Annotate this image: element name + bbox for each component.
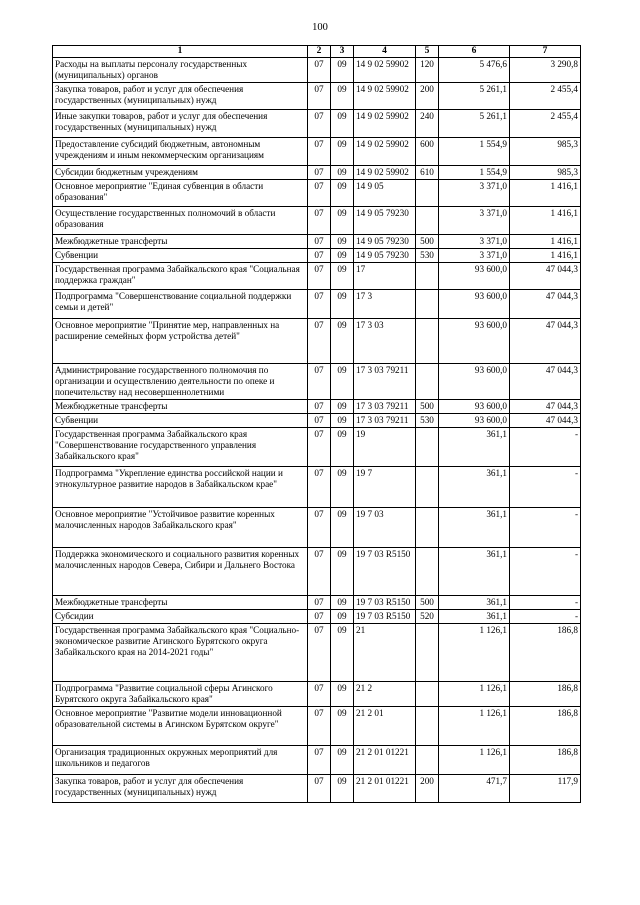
row-c2-cell: 07 [308, 624, 331, 682]
row-name-cell: Основное мероприятие "Устойчивое развитие коренных малочисленных народов Забайкальского края" [53, 508, 308, 548]
row-c2-cell: 07 [308, 467, 331, 508]
row-c7-cell: 3 290,8 [510, 58, 581, 83]
row-c3-cell: 09 [331, 110, 354, 138]
row-c2-cell: 07 [308, 707, 331, 746]
row-c2-cell: 07 [308, 364, 331, 400]
row-c7-cell: - [510, 548, 581, 596]
row-c6-cell: 1 126,1 [439, 707, 510, 746]
table-row [53, 624, 581, 682]
row-c7-cell: 2 455,4 [510, 83, 581, 110]
row-name-cell: Государственная программа Забайкальского края "Совершенствование государственного управления Забайкальского края" [53, 428, 308, 467]
table-row [53, 290, 581, 319]
row-c6-cell: 5 476,6 [439, 58, 510, 83]
row-name-cell: Осуществление государственных полномочий в области образования [53, 207, 308, 235]
row-c4-cell: 14 9 05 79230 [354, 249, 416, 263]
row-c2-cell: 07 [308, 610, 331, 624]
row-c6-cell: 1 554,9 [439, 138, 510, 166]
row-c3-cell: 09 [331, 290, 354, 319]
table-row [53, 138, 581, 166]
row-c7-cell: - [510, 596, 581, 610]
row-name-cell: Организация традиционных окружных мероприятий для школьников и педагогов [53, 746, 308, 775]
row-c2-cell: 07 [308, 83, 331, 110]
row-c4-cell: 19 7 03 R5150 [354, 610, 416, 624]
row-c5-cell [416, 746, 439, 775]
table-row [53, 610, 581, 624]
row-c3-cell: 09 [331, 263, 354, 290]
row-c2-cell: 07 [308, 249, 331, 263]
row-c7-cell: 47 044,3 [510, 364, 581, 400]
row-c7-cell: 47 044,3 [510, 290, 581, 319]
row-c6-cell: 361,1 [439, 548, 510, 596]
row-c3-cell: 09 [331, 508, 354, 548]
row-c5-cell [416, 467, 439, 508]
row-c4-cell: 14 9 02 59902 [354, 58, 416, 83]
row-c3-cell: 09 [331, 319, 354, 364]
table-row [53, 682, 581, 707]
row-c5-cell [416, 428, 439, 467]
row-c6-cell: 93 600,0 [439, 263, 510, 290]
row-c6-cell: 3 371,0 [439, 207, 510, 235]
row-c6-cell: 93 600,0 [439, 364, 510, 400]
table-row [53, 707, 581, 746]
row-c5-cell [416, 319, 439, 364]
page-number: 100 [312, 22, 328, 33]
row-c6-cell: 1 126,1 [439, 746, 510, 775]
row-c6-cell: 1 126,1 [439, 624, 510, 682]
row-c7-cell: 47 044,3 [510, 414, 581, 428]
row-c2-cell: 07 [308, 414, 331, 428]
row-c5-cell: 520 [416, 610, 439, 624]
row-c3-cell: 09 [331, 235, 354, 249]
row-c3-cell: 09 [331, 548, 354, 596]
table-row [53, 83, 581, 110]
table-row [53, 746, 581, 775]
row-c5-cell: 530 [416, 414, 439, 428]
row-c6-cell: 3 371,0 [439, 249, 510, 263]
row-c5-cell [416, 180, 439, 207]
row-c7-cell: 1 416,1 [510, 180, 581, 207]
row-c3-cell: 09 [331, 166, 354, 180]
row-name-cell: Подпрограмма "Укрепление единства российской нации и этнокультурное развитие народов в Забайкальском крае" [53, 467, 308, 508]
table-row [53, 207, 581, 235]
row-c3-cell: 09 [331, 249, 354, 263]
row-c2-cell: 07 [308, 290, 331, 319]
row-c3-cell: 09 [331, 138, 354, 166]
row-name-cell: Расходы на выплаты персоналу государственных (муниципальных) органов [53, 58, 308, 83]
row-c5-cell: 610 [416, 166, 439, 180]
row-c4-cell: 14 9 02 59902 [354, 138, 416, 166]
row-c4-cell: 19 7 03 [354, 508, 416, 548]
row-c6-cell: 1 126,1 [439, 682, 510, 707]
row-c4-cell: 19 7 03 R5150 [354, 548, 416, 596]
column-header: 4 [354, 46, 416, 58]
row-c2-cell: 07 [308, 166, 331, 180]
row-c4-cell: 17 [354, 263, 416, 290]
row-c3-cell: 09 [331, 414, 354, 428]
row-c5-cell: 500 [416, 400, 439, 414]
row-c6-cell: 361,1 [439, 467, 510, 508]
row-c2-cell: 07 [308, 508, 331, 548]
row-c5-cell: 120 [416, 58, 439, 83]
row-c4-cell: 14 9 02 59902 [354, 83, 416, 110]
row-c5-cell [416, 290, 439, 319]
row-c2-cell: 07 [308, 548, 331, 596]
table-row [53, 400, 581, 414]
row-c7-cell: - [510, 467, 581, 508]
row-name-cell: Основное мероприятие "Развитие модели инновационной образовательной системы в Агинском Бурятском округе" [53, 707, 308, 746]
row-c6-cell: 361,1 [439, 610, 510, 624]
column-header: 7 [510, 46, 581, 58]
row-c2-cell: 07 [308, 596, 331, 610]
row-name-cell: Межбюджетные трансферты [53, 235, 308, 249]
table-row [53, 467, 581, 508]
table-row [53, 428, 581, 467]
row-c4-cell: 21 2 01 [354, 707, 416, 746]
row-name-cell: Закупка товаров, работ и услуг для обеспечения государственных (муниципальных) нужд [53, 775, 308, 803]
row-c7-cell: 186,8 [510, 746, 581, 775]
table-row [53, 319, 581, 364]
table-row [53, 548, 581, 596]
row-c4-cell: 14 9 05 79230 [354, 235, 416, 249]
row-name-cell: Поддержка экономического и социального развития коренных малочисленных народов Севера, Сибири и Дальнего Востока [53, 548, 308, 596]
table-row [53, 166, 581, 180]
row-c3-cell: 09 [331, 58, 354, 83]
row-c7-cell: 186,8 [510, 707, 581, 746]
row-c4-cell: 21 2 01 01221 [354, 775, 416, 803]
row-c3-cell: 09 [331, 428, 354, 467]
row-c6-cell: 3 371,0 [439, 235, 510, 249]
row-c7-cell: 2 455,4 [510, 110, 581, 138]
row-c4-cell: 17 3 [354, 290, 416, 319]
row-c7-cell: 1 416,1 [510, 207, 581, 235]
row-c5-cell [416, 624, 439, 682]
row-c5-cell [416, 508, 439, 548]
table-row [53, 180, 581, 207]
row-c6-cell: 93 600,0 [439, 400, 510, 414]
row-c4-cell: 17 3 03 79211 [354, 414, 416, 428]
row-c5-cell: 500 [416, 596, 439, 610]
table-row [53, 775, 581, 803]
row-c5-cell: 600 [416, 138, 439, 166]
row-c2-cell: 07 [308, 746, 331, 775]
row-c5-cell [416, 707, 439, 746]
row-c4-cell: 17 3 03 [354, 319, 416, 364]
column-header: 1 [53, 46, 308, 58]
row-c3-cell: 09 [331, 364, 354, 400]
row-c7-cell: 186,8 [510, 682, 581, 707]
row-name-cell: Иные закупки товаров, работ и услуг для обеспечения государственных (муниципальных) нужд [53, 110, 308, 138]
table-row [53, 414, 581, 428]
column-header: 3 [331, 46, 354, 58]
row-c7-cell: 47 044,3 [510, 263, 581, 290]
row-c7-cell: - [510, 428, 581, 467]
row-c2-cell: 07 [308, 138, 331, 166]
row-c7-cell: - [510, 508, 581, 548]
row-c5-cell: 530 [416, 249, 439, 263]
row-c6-cell: 5 261,1 [439, 83, 510, 110]
row-c6-cell: 93 600,0 [439, 414, 510, 428]
row-c4-cell: 17 3 03 79211 [354, 400, 416, 414]
row-name-cell: Субвенции [53, 249, 308, 263]
row-c7-cell: 47 044,3 [510, 400, 581, 414]
row-c4-cell: 14 9 05 [354, 180, 416, 207]
row-c7-cell: 985,3 [510, 138, 581, 166]
row-c2-cell: 07 [308, 682, 331, 707]
row-c2-cell: 07 [308, 235, 331, 249]
row-name-cell: Межбюджетные трансферты [53, 400, 308, 414]
row-c6-cell: 93 600,0 [439, 319, 510, 364]
row-c5-cell: 200 [416, 83, 439, 110]
row-c4-cell: 19 [354, 428, 416, 467]
row-c3-cell: 09 [331, 207, 354, 235]
row-c3-cell: 09 [331, 624, 354, 682]
row-c5-cell [416, 548, 439, 596]
column-header: 2 [308, 46, 331, 58]
row-c7-cell: 1 416,1 [510, 235, 581, 249]
table-row [53, 110, 581, 138]
row-name-cell: Подпрограмма "Развитие социальной сферы Агинского Бурятского округа Забайкальского края" [53, 682, 308, 707]
row-c3-cell: 09 [331, 610, 354, 624]
row-c2-cell: 07 [308, 400, 331, 414]
table-body [53, 58, 581, 803]
row-c7-cell: 985,3 [510, 166, 581, 180]
row-c2-cell: 07 [308, 207, 331, 235]
row-c2-cell: 07 [308, 775, 331, 803]
row-c5-cell: 200 [416, 775, 439, 803]
row-c4-cell: 14 9 05 79230 [354, 207, 416, 235]
row-c2-cell: 07 [308, 319, 331, 364]
row-name-cell: Государственная программа Забайкальского края "Социальная поддержка граждан" [53, 263, 308, 290]
column-header: 6 [439, 46, 510, 58]
row-c3-cell: 09 [331, 682, 354, 707]
table-row [53, 263, 581, 290]
table-row [53, 249, 581, 263]
row-name-cell: Основное мероприятие "Принятие мер, направленных на расширение семейных форм устройства детей" [53, 319, 308, 364]
row-c7-cell: 186,8 [510, 624, 581, 682]
row-name-cell: Подпрограмма "Совершенствование социальной поддержки семьи и детей" [53, 290, 308, 319]
row-c5-cell: 500 [416, 235, 439, 249]
table-row [53, 508, 581, 548]
row-c6-cell: 361,1 [439, 596, 510, 610]
row-c4-cell: 17 3 03 79211 [354, 364, 416, 400]
row-c6-cell: 93 600,0 [439, 290, 510, 319]
column-header: 5 [416, 46, 439, 58]
row-c7-cell: 47 044,3 [510, 319, 581, 364]
row-name-cell: Субвенции [53, 414, 308, 428]
row-c4-cell: 21 2 [354, 682, 416, 707]
row-c3-cell: 09 [331, 775, 354, 803]
row-c6-cell: 5 261,1 [439, 110, 510, 138]
row-c4-cell: 14 9 02 59902 [354, 166, 416, 180]
row-c4-cell: 21 2 01 01221 [354, 746, 416, 775]
budget-table [52, 45, 581, 803]
row-c6-cell: 361,1 [439, 508, 510, 548]
row-c4-cell: 14 9 02 59902 [354, 110, 416, 138]
row-c2-cell: 07 [308, 428, 331, 467]
row-c2-cell: 07 [308, 180, 331, 207]
table-row [53, 364, 581, 400]
row-name-cell: Государственная программа Забайкальского края "Социально-экономическое развитие Агинского Бурятского округа Забайкальского края на 2014-2021 годы" [53, 624, 308, 682]
row-c5-cell [416, 682, 439, 707]
row-name-cell: Администрирование государственного полномочия по организации и осуществлению деятельности по опеке и попечительству над несовершеннолетними [53, 364, 308, 400]
row-c3-cell: 09 [331, 180, 354, 207]
row-c6-cell: 471,7 [439, 775, 510, 803]
row-c4-cell: 19 7 03 R5150 [354, 596, 416, 610]
row-c5-cell [416, 207, 439, 235]
row-c3-cell: 09 [331, 596, 354, 610]
row-c3-cell: 09 [331, 467, 354, 508]
row-c2-cell: 07 [308, 58, 331, 83]
row-c3-cell: 09 [331, 707, 354, 746]
row-name-cell: Субсидии [53, 610, 308, 624]
row-c7-cell: 117,9 [510, 775, 581, 803]
row-c4-cell: 19 7 [354, 467, 416, 508]
table-row [53, 596, 581, 610]
row-c5-cell: 240 [416, 110, 439, 138]
row-name-cell: Межбюджетные трансферты [53, 596, 308, 610]
row-name-cell: Субсидии бюджетным учреждениям [53, 166, 308, 180]
table-row [53, 235, 581, 249]
row-c3-cell: 09 [331, 83, 354, 110]
row-c3-cell: 09 [331, 746, 354, 775]
row-c6-cell: 1 554,9 [439, 166, 510, 180]
row-c6-cell: 361,1 [439, 428, 510, 467]
row-name-cell: Основное мероприятие "Единая субвенция в области образования" [53, 180, 308, 207]
row-c2-cell: 07 [308, 110, 331, 138]
row-c5-cell [416, 364, 439, 400]
row-c6-cell: 3 371,0 [439, 180, 510, 207]
row-c2-cell: 07 [308, 263, 331, 290]
row-c5-cell [416, 263, 439, 290]
row-name-cell: Закупка товаров, работ и услуг для обеспечения государственных (муниципальных) нужд [53, 83, 308, 110]
row-c7-cell: - [510, 610, 581, 624]
table-row [53, 58, 581, 83]
row-c4-cell: 21 [354, 624, 416, 682]
row-c3-cell: 09 [331, 400, 354, 414]
table-header-row [53, 46, 581, 58]
row-name-cell: Предоставление субсидий бюджетным, автономным учреждениям и иным некоммерческим организациям [53, 138, 308, 166]
row-c7-cell: 1 416,1 [510, 249, 581, 263]
